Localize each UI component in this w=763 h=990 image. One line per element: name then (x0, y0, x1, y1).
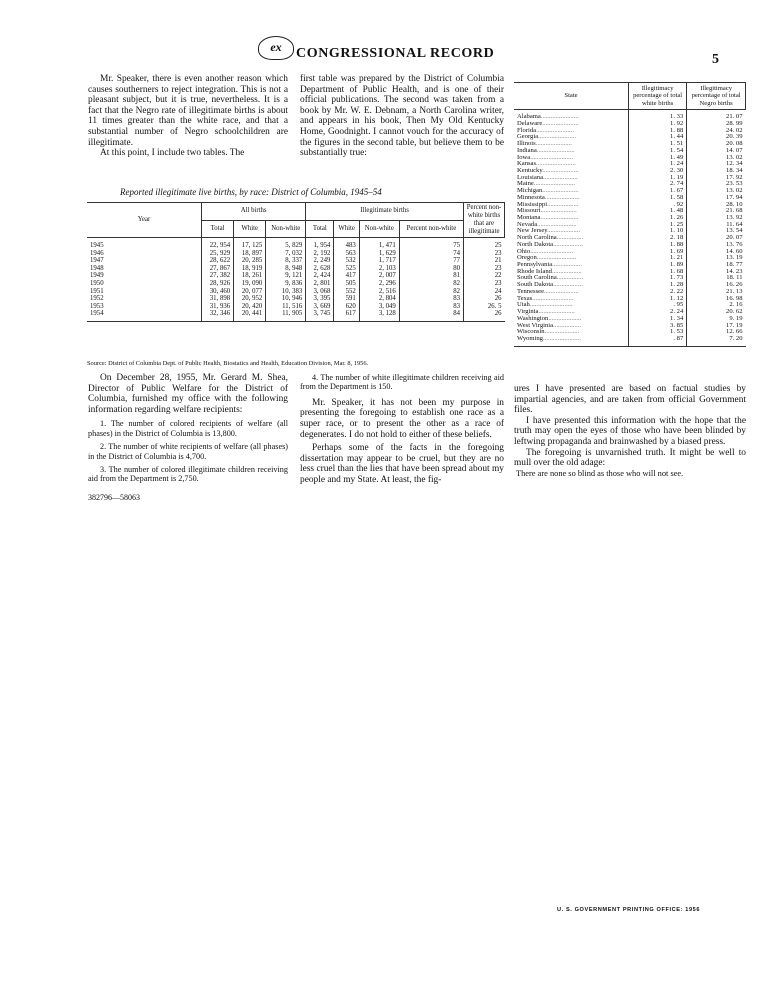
value-cell: 2, 804 (359, 295, 399, 303)
state-name: Mississippi (517, 200, 548, 208)
page-title: CONGRESSIONAL RECORD (296, 46, 495, 61)
percentage-cell: 1. 12 (629, 296, 687, 303)
value-cell: 23 (464, 280, 505, 288)
leader-dots: ..................... (544, 328, 580, 336)
leader-dots: .......................... (529, 301, 573, 309)
value-cell: 8, 337 (266, 257, 306, 265)
state-name: Virginia (517, 308, 539, 316)
leader-dots: .................... (548, 314, 582, 322)
list-item: 1. The number of colored recipients of welfare (all phases) in the District of Columbia is 13,800. (88, 419, 288, 438)
value-cell: 10, 946 (266, 295, 306, 303)
state-name: Washington (517, 314, 549, 322)
state-name: West Virginia (517, 321, 554, 329)
percentage-cell: 16. 26 (687, 282, 746, 289)
value-cell: 83 (399, 295, 463, 303)
year-header: Year (87, 203, 202, 238)
state-name: South Carolina (517, 274, 557, 282)
value-cell: 28, 926 (202, 280, 234, 288)
percentage-cell: 11. 64 (687, 222, 746, 229)
leader-dots: .......................... (530, 153, 574, 161)
percentage-cell: 20. 62 (687, 309, 746, 316)
state-name: Wyoming (517, 334, 543, 342)
leader-dots: .................. (552, 261, 582, 269)
paragraph: ures I have presented are based on factual studies by impartial agencies, and are taken from official Government files. (514, 384, 746, 416)
state-illegitimacy-table (514, 82, 746, 347)
leader-dots: .................. (551, 267, 582, 275)
value-cell: 23 (464, 265, 505, 273)
value-cell: 11, 905 (266, 310, 306, 321)
paragraph: The foregoing is unvarnished truth. It might be well to mull over the old adage: (514, 447, 746, 469)
value-cell: 22, 954 (202, 238, 234, 250)
value-cell: 75 (399, 238, 463, 250)
value-cell: 20, 077 (234, 288, 266, 296)
state-name: Nevada (517, 220, 538, 228)
state-name: Minnesota (517, 193, 545, 201)
state-name: Tennessee (517, 287, 544, 295)
percentage-cell: 28. 99 (687, 121, 746, 128)
value-cell: 24 (464, 288, 505, 296)
year-cell: 1953 (90, 302, 104, 310)
state-name: Florida (517, 126, 537, 134)
value-cell: 552 (334, 288, 359, 296)
year-cell: 1950 (90, 279, 104, 287)
value-cell: 32, 346 (202, 310, 234, 321)
page-number: 5 (712, 52, 719, 67)
table-row (87, 238, 505, 250)
percentage-cell: 16. 98 (687, 296, 746, 303)
paragraph: first table was prepared by the District of Columbia Department of Public Health, and is one of their official publications. The second was taken from a book by Mr. W. E. Debnam, a North Carolina writer, and appears in his book, Then My Old Kentucky Home, Goodnight. I cannot vouch for the accuracy of the figures in the second table, but believe them to be substantially true: (300, 74, 504, 159)
value-cell: 82 (399, 280, 463, 288)
value-cell: 81 (399, 272, 463, 280)
percentage-cell: 1. 88 (629, 242, 687, 249)
percentage-cell: 1. 68 (629, 269, 687, 276)
value-cell: 3, 049 (359, 303, 399, 311)
leader-dots: ....................... (536, 146, 575, 154)
state-name: Montana (517, 214, 541, 221)
percentage-cell: 13. 92 (687, 215, 746, 222)
col-nonwhite: Non-white (266, 220, 306, 238)
percentage-cell: 7. 20 (687, 336, 746, 346)
all-births-header: All births (202, 203, 306, 221)
table-row (87, 250, 505, 258)
value-cell: 1, 954 (306, 238, 334, 250)
value-cell: 525 (334, 265, 359, 273)
col-white: White (334, 220, 359, 238)
value-cell: 2, 007 (359, 272, 399, 280)
leader-dots: ...................... (542, 166, 579, 174)
percentage-cell: 24. 02 (687, 128, 746, 135)
percentage-cell: 13. 19 (687, 255, 746, 262)
percentage-cell: . 92 (629, 202, 687, 209)
value-cell: 11, 516 (266, 303, 306, 311)
leader-dots: ...................... (540, 207, 577, 215)
percentage-cell: 1. 73 (629, 275, 687, 282)
value-cell: 2, 424 (306, 272, 334, 280)
percentage-cell: 13. 54 (687, 228, 746, 235)
column3-bottom (514, 384, 746, 478)
column1-top (88, 74, 288, 159)
leader-dots: ................ (556, 274, 584, 282)
value-cell: 483 (334, 238, 359, 250)
percentage-cell: 1. 88 (629, 128, 687, 135)
state-name: Texas (517, 294, 533, 302)
column1-bottom (88, 373, 288, 503)
table-row (514, 336, 746, 346)
percentage-cell: 17. 19 (687, 323, 746, 330)
percentage-cell: . 95 (629, 302, 687, 309)
value-cell: 26 (464, 310, 505, 321)
state-name: Alabama (517, 113, 541, 121)
table-row (87, 280, 505, 288)
value-cell: 5, 829 (266, 238, 306, 250)
year-cell: 1951 (90, 287, 104, 295)
value-cell: 74 (399, 250, 463, 258)
paragraph: On December 28, 1955, Mr. Gerard M. Shea, Director of Public Welfare for the District of Columbia, furnished my office with the following information regarding welfare recipients: (88, 373, 288, 415)
leader-dots: ........................ (537, 220, 577, 228)
percentage-cell: 1. 10 (629, 228, 687, 235)
value-cell: 10, 383 (266, 288, 306, 296)
state-name: Maine (517, 180, 534, 188)
leader-dots: ................. (553, 321, 582, 329)
value-cell: 9, 836 (266, 280, 306, 288)
percentage-cell: 14. 23 (687, 269, 746, 276)
percentage-cell: 20. 08 (687, 141, 746, 148)
paragraph: Perhaps some of the facts in the foregoing dissertation may appear to be cruel, but they are no less cruel than the lies that have been spread about my people and my State. At least, the fig- (300, 443, 504, 485)
col-white: White (234, 220, 266, 238)
percentage-cell: . 87 (629, 336, 687, 346)
percentage-cell: 23. 53 (687, 181, 746, 188)
document-code: 382796—58063 (88, 492, 140, 502)
table-row (87, 265, 505, 273)
leader-dots: ....................... (540, 214, 579, 221)
state-name: Ohio (517, 247, 531, 255)
value-cell: 18, 261 (234, 272, 266, 280)
leader-dots: .................... (547, 227, 581, 235)
value-cell: 1, 471 (359, 238, 399, 250)
value-cell: 19, 090 (234, 280, 266, 288)
list-item: 2. The number of white recipients of welfare (all phases) in the District of Columbia is 4,700. (88, 442, 288, 461)
leader-dots: ................... (547, 200, 579, 208)
percentage-cell: 20. 39 (687, 134, 746, 141)
value-cell: 20, 420 (234, 303, 266, 311)
leader-dots: .................. (553, 281, 583, 289)
value-cell: 80 (399, 265, 463, 273)
state-cell (514, 336, 629, 346)
leader-dots: ....................... (542, 334, 581, 342)
state-name: New Jersey (517, 227, 548, 235)
value-cell: 25, 929 (202, 250, 234, 258)
percentage-cell: 21. 13 (687, 289, 746, 296)
printing-office-imprint: U. S. GOVERNMENT PRINTING OFFICE: 1956 (557, 907, 701, 913)
leader-dots: ..................... (543, 173, 578, 181)
value-cell: 2, 192 (306, 250, 334, 258)
illegitimate-header: Illegitimate births (306, 203, 464, 221)
paragraph: I have presented this information with the hope that the truth may open the eyes of those who have been blinded by leftwing propaganda and brainwashed by a biased press. (514, 415, 746, 447)
percentage-cell: 3. 85 (629, 323, 687, 330)
year-cell: 1945 (90, 242, 104, 249)
negro-percentage-header: Illegitimacy percentage of total Negro births (687, 83, 746, 110)
table1-source: Source: District of Columbia Dept. of Public Health, Biostatics and Health, Education Division, Mar. 8, 1956. (87, 360, 369, 367)
value-cell: 8, 948 (266, 265, 306, 273)
percentage-cell: 1. 33 (629, 110, 687, 121)
value-cell: 7, 032 (266, 250, 306, 258)
percentage-cell: 21. 07 (687, 110, 746, 121)
percentage-cell: 1. 92 (629, 121, 687, 128)
percentage-cell: 1. 19 (629, 175, 687, 182)
percentage-cell: 9. 19 (687, 316, 746, 323)
percentage-cell: 1. 28 (629, 282, 687, 289)
column2-top (300, 74, 504, 159)
state-name: Delaware (517, 119, 543, 127)
percentage-cell: 2. 74 (629, 181, 687, 188)
leader-dots: ....................... (536, 126, 574, 134)
percentage-cell: 28. 10 (687, 202, 746, 209)
paragraph: Mr. Speaker, there is even another reason which causes southerners to reject integration. This is not a pleasant subject, but it is true, nevertheless. It is a fact that the Negro rate of illegitimate births is about 11 times greater than the white race, and that a substantial number of Negro schoolchildren are illegitimate. (88, 74, 288, 148)
percentage-cell: 18. 77 (687, 262, 746, 269)
state-name: Kentucky (517, 166, 543, 174)
percentage-cell: 1. 54 (629, 148, 687, 155)
col-percent-nonwhite: Percent non-white (399, 220, 463, 238)
value-cell: 31, 936 (202, 303, 234, 311)
leader-dots: ....................... (538, 133, 577, 141)
paragraph: At this point, I include two tables. The (100, 148, 245, 159)
state-name: Utah (517, 301, 530, 309)
percentage-cell: 1. 21 (629, 255, 687, 262)
value-cell: 23 (464, 250, 505, 258)
state-name: North Dakota (517, 240, 554, 248)
list-item: 4. The number of white illegitimate children receiving aid from the Department is 150. (300, 373, 504, 392)
percentage-cell: 1. 26 (629, 215, 687, 222)
percentage-cell: 14. 60 (687, 249, 746, 256)
leader-dots: ...................... (535, 140, 572, 148)
percentage-cell: 13. 76 (687, 242, 746, 249)
percentage-cell: 1. 51 (629, 141, 687, 148)
state-name: Louisiana (517, 173, 544, 181)
state-name: Pennsylvania (517, 261, 553, 269)
col-total: Total (202, 220, 234, 238)
state-name: Oregon (517, 254, 537, 262)
percentage-cell: 17. 92 (687, 175, 746, 182)
leader-dots: ......................... (532, 294, 574, 302)
list-item: 3. The number of colored illegitimate children receiving aid from the Department is 2,750. (88, 465, 288, 484)
leader-dots: ...................... (542, 187, 579, 195)
state-name: Georgia (517, 133, 539, 141)
percentage-cell: 2. 18 (629, 235, 687, 242)
value-cell: 617 (334, 310, 359, 321)
percentage-cell: 12. 66 (687, 329, 746, 336)
state-name: North Carolina (517, 234, 557, 242)
value-cell: 532 (334, 257, 359, 265)
value-cell: 18, 897 (234, 250, 266, 258)
value-cell: 25 (464, 238, 505, 250)
adage-quote: There are none so blind as those who will not see. (516, 468, 684, 478)
value-cell: 3, 128 (359, 310, 399, 321)
table-row (87, 303, 505, 311)
percentage-cell: 21. 68 (687, 208, 746, 215)
leader-dots: ....................... (540, 113, 579, 121)
value-cell: 27, 382 (202, 272, 234, 280)
state-name: Kansas (517, 160, 537, 168)
table-row (87, 310, 505, 321)
percentage-cell: 13. 02 (687, 188, 746, 195)
state-header: State (514, 83, 629, 110)
leader-dots: ..................... (544, 193, 580, 201)
percentage-cell: 1. 44 (629, 134, 687, 141)
year-cell: 1952 (90, 295, 104, 303)
table1-caption: Reported illegitimate live births, by race: District of Columbia, 1945–54 (120, 187, 382, 197)
value-cell: 2, 296 (359, 280, 399, 288)
value-cell: 26. 5 (464, 303, 505, 311)
leader-dots: ...................... (542, 119, 579, 127)
percentage-cell: 1. 34 (629, 316, 687, 323)
percentage-cell: 18. 34 (687, 168, 746, 175)
value-cell: 20, 285 (234, 257, 266, 265)
value-cell: 26 (464, 295, 505, 303)
percentage-cell: 1. 69 (629, 249, 687, 256)
year-cell: 1946 (90, 249, 104, 257)
value-cell: 17, 125 (234, 238, 266, 250)
year-cell: 1954 (87, 310, 202, 321)
value-cell: 22 (464, 272, 505, 280)
percentage-cell: 2. 16 (687, 302, 746, 309)
value-cell: 3, 669 (306, 303, 334, 311)
percentage-cell: 20. 07 (687, 235, 746, 242)
white-percentage-header: Illegitimacy percentage of total white births (629, 83, 687, 110)
value-cell: 2, 628 (306, 265, 334, 273)
percentage-cell: 1. 67 (629, 188, 687, 195)
percentage-cell: 1. 58 (629, 195, 687, 202)
column2-bottom (300, 373, 504, 486)
percentage-cell: 12. 34 (687, 161, 746, 168)
percentage-cell: 1. 24 (629, 161, 687, 168)
value-cell: 31, 898 (202, 295, 234, 303)
percentage-cell: 1. 53 (629, 329, 687, 336)
leader-dots: .......................... (530, 247, 574, 255)
value-cell: 77 (399, 257, 463, 265)
state-name: South Dakota (517, 281, 554, 289)
percentage-cell: 1. 25 (629, 222, 687, 229)
percentage-cell: 2. 22 (629, 289, 687, 296)
state-name: Missouri (517, 207, 541, 215)
value-cell: 28, 622 (202, 257, 234, 265)
value-cell: 2, 103 (359, 265, 399, 273)
leader-dots: .................. (553, 240, 583, 248)
state-name: Michigan (517, 187, 543, 195)
value-cell: 2, 249 (306, 257, 334, 265)
paragraph: Mr. Speaker, it has not been my purpose in presenting the foregoing to establish one race as a super race, or to present the other as a race of degenerates. I do not hold to either of these beliefs. (300, 397, 504, 440)
percentage-cell: 2. 30 (629, 168, 687, 175)
value-cell: 3, 395 (306, 295, 334, 303)
percentage-cell: 17. 94 (687, 195, 746, 202)
value-cell: 2, 516 (359, 288, 399, 296)
value-cell: 9, 121 (266, 272, 306, 280)
year-cell: 1948 (90, 264, 104, 272)
value-cell: 3, 068 (306, 288, 334, 296)
percentage-cell: 2. 24 (629, 309, 687, 316)
value-cell: 20, 441 (234, 310, 266, 321)
leader-dots: ........................ (536, 160, 576, 168)
percentage-cell: 13. 02 (687, 155, 746, 162)
illegitimate-births-table (87, 202, 505, 322)
percentage-cell: 18. 11 (687, 275, 746, 282)
percentage-cell: 1. 49 (629, 155, 687, 162)
leader-dots: ......................... (533, 180, 576, 188)
value-cell: 21 (464, 257, 505, 265)
state-name: Wisconsin (517, 328, 545, 336)
value-cell: 20, 952 (234, 295, 266, 303)
value-cell: 620 (334, 303, 359, 311)
value-cell: 2, 801 (306, 280, 334, 288)
percentage-cell: 14. 07 (687, 148, 746, 155)
value-cell: 505 (334, 280, 359, 288)
state-name: Rhode Island (517, 267, 552, 275)
percent-header: Percent non-white births that are illegitimate (464, 203, 505, 238)
header-mark: ex (258, 36, 294, 60)
leader-dots: ..................... (544, 287, 579, 295)
col-nonwhite: Non-white (359, 220, 399, 238)
leader-dots: ................ (556, 234, 584, 242)
table-row (87, 272, 505, 280)
value-cell: 84 (399, 310, 463, 321)
value-cell: 417 (334, 272, 359, 280)
state-name: Iowa (517, 153, 531, 161)
value-cell: 1, 717 (359, 257, 399, 265)
value-cell: 591 (334, 295, 359, 303)
value-cell: 27, 867 (202, 265, 234, 273)
table-row (87, 257, 505, 265)
percentage-cell: 1. 89 (629, 262, 687, 269)
value-cell: 18, 919 (234, 265, 266, 273)
value-cell: 30, 460 (202, 288, 234, 296)
value-cell: 1, 629 (359, 250, 399, 258)
table-row (87, 295, 505, 303)
col-total: Total (306, 220, 334, 238)
value-cell: 83 (399, 303, 463, 311)
year-cell: 1949 (90, 272, 104, 280)
value-cell: 3, 745 (306, 310, 334, 321)
year-cell: 1947 (90, 257, 104, 265)
value-cell: 82 (399, 288, 463, 296)
leader-dots: ........................ (536, 254, 577, 262)
value-cell: 563 (334, 250, 359, 258)
leader-dots: ...................... (538, 308, 575, 316)
table-row (87, 288, 505, 296)
state-name: Indiana (517, 146, 537, 154)
percentage-cell: 1. 48 (629, 208, 687, 215)
state-name: Illinois (517, 140, 536, 148)
